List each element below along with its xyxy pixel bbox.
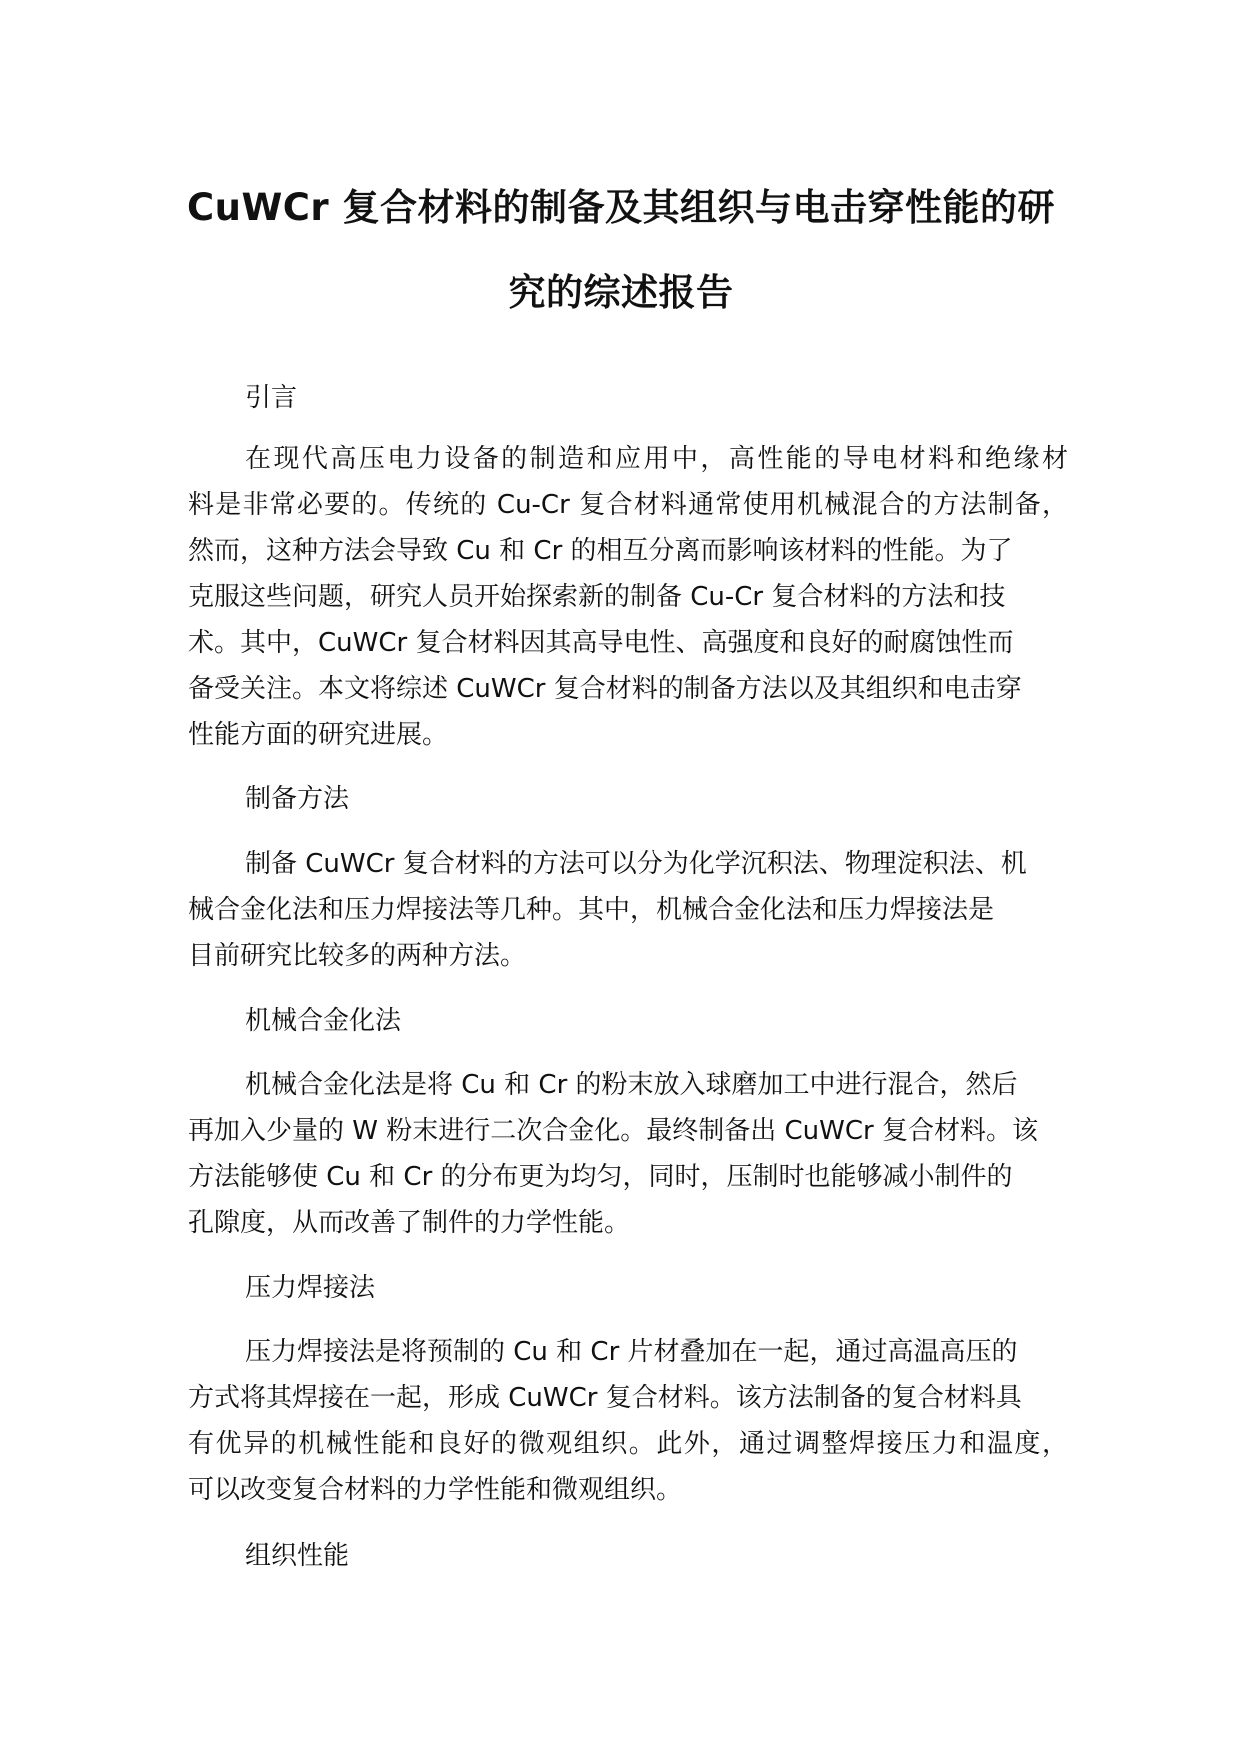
- heading-pressure-welding: 压力焊接法: [245, 1273, 376, 1303]
- paragraph-line: 目前研究比较多的两种方法。: [188, 941, 527, 971]
- paragraph-line: 方法能够使 Cu 和 Cr 的分布更为均匀，同时，压制时也能够减小制件的: [188, 1162, 1013, 1192]
- paragraph-line: 机械合金化法是将 Cu 和 Cr 的粉末放入球磨加工中进行混合，然后: [245, 1070, 1018, 1100]
- paragraph-line: 制备 CuWCr 复合材料的方法可以分为化学沉积法、物理淀积法、机: [245, 849, 1027, 879]
- paragraph-line: 备受关注。本文将综述 CuWCr 复合材料的制备方法以及其组织和电击穿: [188, 674, 1022, 704]
- paragraph-line: 可以改变复合材料的力学性能和微观组织。: [188, 1475, 683, 1505]
- heading-microstructure-properties: 组织性能: [245, 1541, 350, 1571]
- title-line-1: CuWCr 复合材料的制备及其组织与电击穿性能的研: [186, 186, 1056, 229]
- paragraph-line: 克服这些问题，研究人员开始探索新的制备 Cu-Cr 复合材料的方法和技: [188, 582, 1006, 612]
- paragraph-line: 方式将其焊接在一起，形成 CuWCr 复合材料。该方法制备的复合材料具: [188, 1383, 1022, 1413]
- heading-mechanical-alloying: 机械合金化法: [245, 1006, 402, 1036]
- title-line-2: 究的综述报告: [508, 271, 734, 314]
- paragraph-line: 然而，这种方法会导致 Cu 和 Cr 的相互分离而影响该材料的性能。为了: [188, 536, 1013, 566]
- paragraph-line: 械合金化法和压力焊接法等几种。其中，机械合金化法和压力焊接法是: [188, 895, 995, 925]
- paragraph-line: 压力焊接法是将预制的 Cu 和 Cr 片材叠加在一起，通过高温高压的: [245, 1337, 1018, 1367]
- paragraph-line: 术。其中，CuWCr 复合材料因其高导电性、高强度和良好的耐腐蚀性而: [188, 628, 1014, 658]
- paragraph-line: 孔隙度，从而改善了制件的力学性能。: [188, 1208, 631, 1238]
- paragraph-line: 在现代高压电力设备的制造和应用中，高性能的导电材料和绝缘材: [245, 444, 1068, 474]
- paragraph-line: 性能方面的研究进展。: [188, 720, 449, 750]
- paragraph-line: 再加入少量的 W 粉末进行二次合金化。最终制备出 CuWCr 复合材料。该: [188, 1116, 1038, 1146]
- paragraph-line: 料是非常必要的。传统的 Cu-Cr 复合材料通常使用机械混合的方法制备，: [188, 490, 1068, 520]
- paragraph-line: 有优异的机械性能和良好的微观组织。此外，通过调整焊接压力和温度，: [188, 1429, 1068, 1459]
- heading-introduction: 引言: [245, 383, 298, 413]
- heading-preparation-methods: 制备方法: [245, 784, 350, 814]
